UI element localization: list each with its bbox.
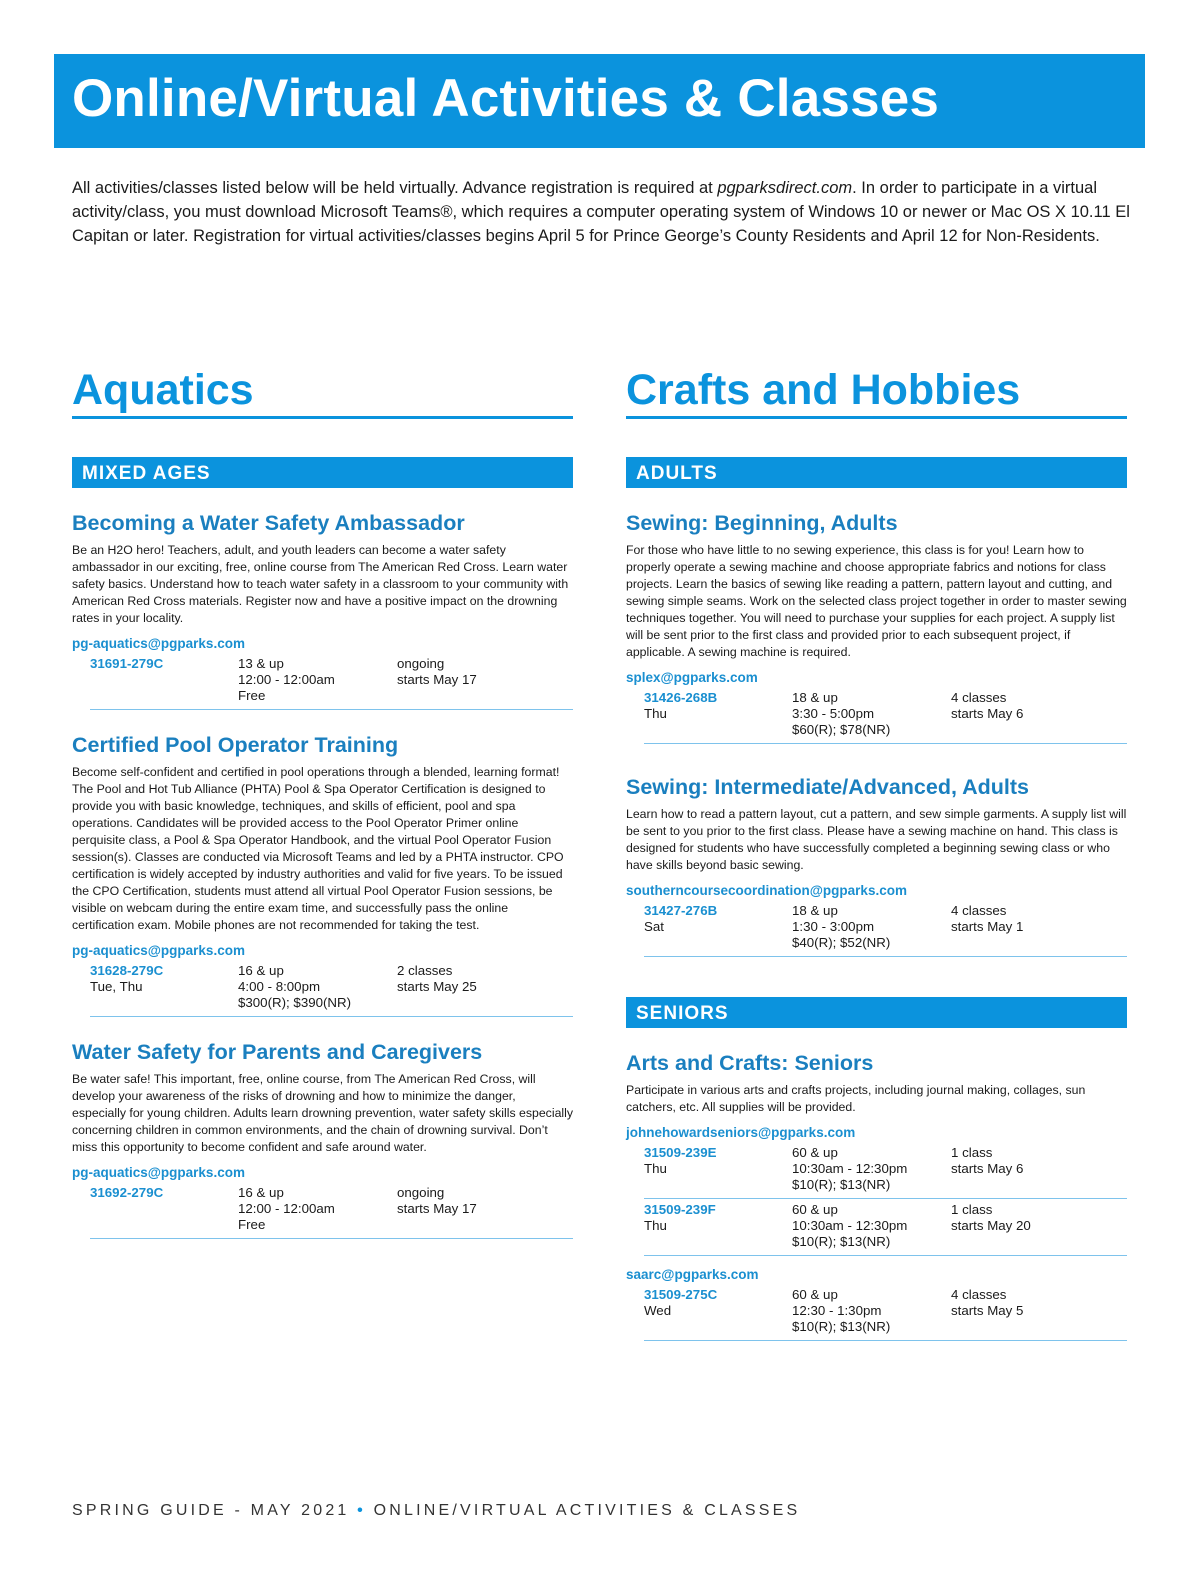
offering-row bbox=[644, 687, 1127, 744]
offering-row bbox=[644, 1142, 1127, 1199]
course-start: starts May 1 bbox=[951, 919, 1024, 934]
course-code[interactable]: 31427-276B bbox=[644, 903, 718, 918]
contact-email[interactable]: splex@pgparks.com bbox=[626, 670, 758, 685]
course-time: 12:00 - 12:00am bbox=[238, 1201, 335, 1216]
course-start: starts May 5 bbox=[951, 1303, 1024, 1318]
course-title: Arts and Crafts: Seniors bbox=[626, 1051, 874, 1075]
course-title: Becoming a Water Safety Ambassador bbox=[72, 511, 465, 535]
course-code[interactable]: 31692-279C bbox=[90, 1185, 164, 1200]
offering-row bbox=[90, 960, 573, 1017]
course-ages: 16 & up bbox=[238, 963, 284, 978]
section-title-crafts: Crafts and Hobbies bbox=[626, 364, 1127, 419]
contact-email[interactable]: saarc@pgparks.com bbox=[626, 1267, 759, 1282]
offering-row bbox=[90, 653, 573, 710]
course-fee: $40(R); $52(NR) bbox=[792, 935, 891, 950]
contact-email[interactable]: pg-aquatics@pgparks.com bbox=[72, 636, 245, 651]
offering-row bbox=[90, 1182, 573, 1239]
course-days: Tue, Thu bbox=[90, 979, 143, 994]
course-days: Thu bbox=[644, 1161, 667, 1176]
course-ages: 60 & up bbox=[792, 1202, 838, 1217]
category-bar-mixed-ages: MIXED AGES bbox=[72, 457, 573, 488]
course-description: Become self-confident and certified in pool operations through a blended, learning format! The Pool and Hot Tub Alliance (PHTA) Pool & Spa Operator Certification is designed to provide you with basic knowledge, techniques, and skills of efficient, pool and spa operations. Candidates will be provided access to the Pool Operator Primer online perquisite class, a Pool & Spa Operator Handbook, and the virtual Pool Operator Fusion session(s). Classes are conducted via Microsoft Teams and led by a PHTA instructor. CPO certification is widely accepted by industry authorities and valid for five years. To be issued the CPO Certification, students must attend all virtual Pool Operator Fusion sessions, be visible on webcam during the entire exam time, and successfully pass the online certification exam. Mobile phones are not recommended for taking the test. bbox=[72, 765, 564, 932]
course-title: Sewing: Intermediate/Advanced, Adults bbox=[626, 775, 1029, 799]
course-fee: $10(R); $13(NR) bbox=[792, 1319, 891, 1334]
footer-bullet: • bbox=[357, 1502, 366, 1519]
course-time: 10:30am - 12:30pm bbox=[792, 1218, 908, 1233]
crafts-column bbox=[626, 364, 1127, 1341]
category-bar-seniors: SENIORS bbox=[626, 997, 1127, 1028]
course-sessions: 1 class bbox=[951, 1145, 993, 1160]
course-fee: $300(R); $390(NR) bbox=[238, 995, 352, 1010]
course-sessions: 4 classes bbox=[951, 1287, 1007, 1302]
course-fee: $10(R); $13(NR) bbox=[792, 1234, 891, 1249]
course-start: starts May 6 bbox=[951, 706, 1024, 721]
course-title: Certified Pool Operator Training bbox=[72, 733, 399, 757]
course-days: Thu bbox=[644, 706, 667, 721]
course-start: starts May 25 bbox=[397, 979, 477, 994]
course-time: 12:00 - 12:00am bbox=[238, 672, 335, 687]
course-time: 3:30 - 5:00pm bbox=[792, 706, 875, 721]
course-time: 10:30am - 12:30pm bbox=[792, 1161, 908, 1176]
course-description: For those who have little to no sewing experience, this class is for you! Learn how to properly operate a sewing machine and choose appropriate fabrics and notions for class projects. Learn the basics of sewing like reading a pattern, pattern layout and cutting, and sewing simple seams. Work on the selected class project together in order to master sewing techniques together. You will need to purchase your supplies for each project. A supply list will be sent prior to the first class and provided prior to each subsequent project, if applicable. A sewing machine is required. bbox=[626, 543, 1127, 659]
contact-email[interactable]: southerncoursecoordination@pgparks.com bbox=[626, 883, 907, 898]
course-start: starts May 20 bbox=[951, 1218, 1031, 1233]
course-fee: Free bbox=[238, 688, 266, 703]
course-time: 4:00 - 8:00pm bbox=[238, 979, 321, 994]
category-bar-adults: ADULTS bbox=[626, 457, 1127, 488]
course-description: Be water safe! This important, free, online course, from The American Red Cross, will develop your awareness of the risks of drowning and how to minimize the danger, especially for young children. Adults learn drowning prevention, water safety skills especially concerning children in common environments, and the chain of drowning survival. Don’t miss this opportunity to become confident and safe around water. bbox=[72, 1072, 574, 1154]
course-ages: 18 & up bbox=[792, 903, 838, 918]
course-ages: 16 & up bbox=[238, 1185, 284, 1200]
page-title: Online/Virtual Activities & Classes bbox=[72, 69, 940, 128]
course-time: 12:30 - 1:30pm bbox=[792, 1303, 882, 1318]
course-start: starts May 6 bbox=[951, 1161, 1024, 1176]
course-fee: Free bbox=[238, 1217, 266, 1232]
course-code[interactable]: 31509-239E bbox=[644, 1145, 717, 1160]
offering-row bbox=[644, 1284, 1127, 1341]
registration-link[interactable]: pgparksdirect.com bbox=[717, 179, 853, 197]
course-description: Participate in various arts and crafts projects, including journal making, collages, sun catchers, etc. All supplies will be provided. bbox=[626, 1083, 1086, 1114]
course-sessions: 4 classes bbox=[951, 690, 1007, 705]
course-start: starts May 17 bbox=[397, 1201, 477, 1216]
aquatics-column bbox=[72, 364, 573, 1239]
offering-row bbox=[644, 1199, 1127, 1256]
course-code[interactable]: 31691-279C bbox=[90, 656, 164, 671]
course-description: Be an H2O hero! Teachers, adult, and youth leaders can become a water safety ambassador in our exciting, free, online course from The American Red Cross. Learn water safety basics. Understand how to teach water safety in a classroom to your community with American Red Cross materials. Register now and have a positive impact on the drowning rates in your locality. bbox=[72, 543, 569, 625]
course-ages: 13 & up bbox=[238, 656, 284, 671]
course-code[interactable]: 31509-275C bbox=[644, 1287, 718, 1302]
offering-row bbox=[644, 900, 1127, 957]
course-sessions: ongoing bbox=[397, 656, 445, 671]
section-title-aquatics: Aquatics bbox=[72, 364, 573, 419]
course-sessions: ongoing bbox=[397, 1185, 445, 1200]
page-footer bbox=[72, 1502, 800, 1520]
course-ages: 60 & up bbox=[792, 1145, 838, 1160]
contact-email[interactable]: pg-aquatics@pgparks.com bbox=[72, 943, 245, 958]
course-arts-crafts-seniors bbox=[626, 1050, 1127, 1341]
course-days: Thu bbox=[644, 1218, 667, 1233]
course-ages: 18 & up bbox=[792, 690, 838, 705]
course-fee: $10(R); $13(NR) bbox=[792, 1177, 891, 1192]
course-certified-pool-operator bbox=[72, 732, 573, 1017]
footer-section-label: ONLINE/VIRTUAL ACTIVITIES & CLASSES bbox=[373, 1502, 801, 1519]
course-title: Sewing: Beginning, Adults bbox=[626, 511, 898, 535]
course-start: starts May 17 bbox=[397, 672, 477, 687]
page-banner bbox=[54, 54, 1145, 148]
contact-email[interactable]: pg-aquatics@pgparks.com bbox=[72, 1165, 245, 1180]
footer-guide-label: SPRING GUIDE - MAY 2021 bbox=[72, 1502, 350, 1519]
intro-text-after: . In order to participate in a virtual activity/class, you must download Microsoft Teams®, which requires a computer operating system of Windows 10 or newer or Mac OS X 10.11 El Capitan or later. Registration for virtual activities/classes begins April 5 for Prince George’s County Residents and April 12 for Non-Residents. bbox=[72, 179, 1130, 245]
course-sewing-beginning bbox=[626, 510, 1127, 744]
course-sessions: 2 classes bbox=[397, 963, 453, 978]
course-ages: 60 & up bbox=[792, 1287, 838, 1302]
course-days: Sat bbox=[644, 919, 664, 934]
course-sewing-intermediate bbox=[626, 774, 1127, 957]
course-sessions: 4 classes bbox=[951, 903, 1007, 918]
intro-paragraph bbox=[72, 176, 1142, 248]
course-water-safety-parents bbox=[72, 1039, 573, 1239]
contact-email[interactable]: johnehowardseniors@pgparks.com bbox=[626, 1125, 856, 1140]
course-description: Learn how to read a pattern layout, cut a pattern, and sew simple garments. A supply list will be sent to you prior to the first class. Please have a sewing machine on hand. This class is designed for students who have successfully completed a beginning sewing class or who have skills beyond basic sewing. bbox=[626, 807, 1127, 872]
course-code[interactable]: 31426-268B bbox=[644, 690, 718, 705]
intro-text-before: All activities/classes listed below will be held virtually. Advance registration is required at bbox=[72, 179, 718, 197]
course-fee: $60(R); $78(NR) bbox=[792, 722, 891, 737]
course-days: Wed bbox=[644, 1303, 672, 1318]
course-time: 1:30 - 3:00pm bbox=[792, 919, 875, 934]
course-title: Water Safety for Parents and Caregivers bbox=[72, 1040, 483, 1064]
course-sessions: 1 class bbox=[951, 1202, 993, 1217]
course-water-safety-ambassador bbox=[72, 510, 573, 710]
course-code[interactable]: 31509-239F bbox=[644, 1202, 716, 1217]
course-code[interactable]: 31628-279C bbox=[90, 963, 164, 978]
